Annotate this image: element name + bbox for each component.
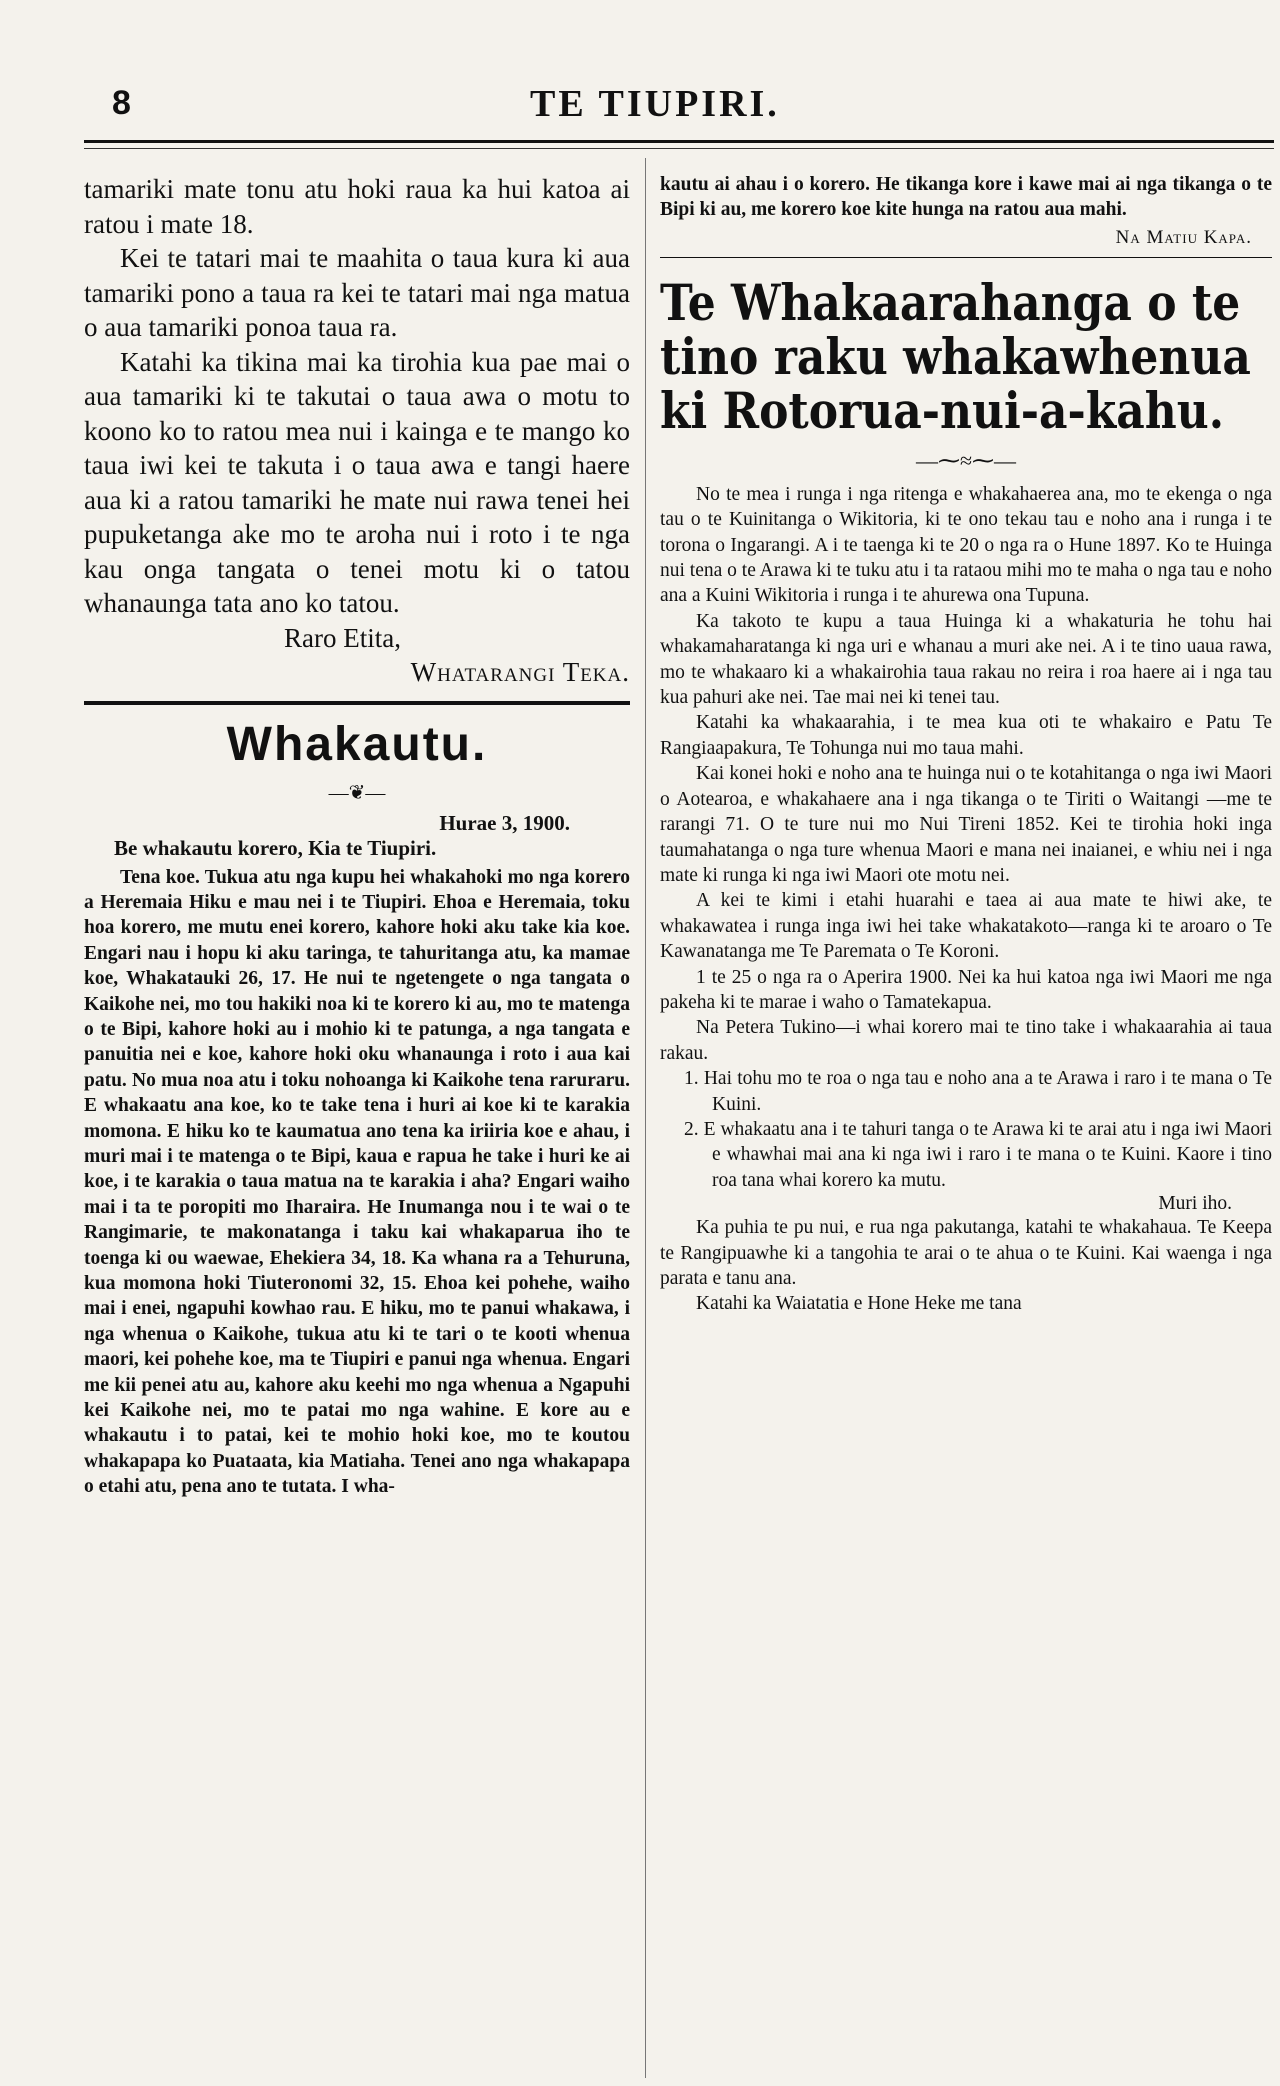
article-paragraph: Ka puhia te pu nui, e rua nga pakutanga, katahi te whakahaua. Te Keepa te Rangipuawhe ki a tangohia te arai o te ahua o te Kuini. Kai waenga i nga parata e tanu ana.: [660, 1217, 1272, 1289]
article-paragraph: A kei te kimi i etahi huarahi e taea ai aua mate te hiwi ake, te whakawatea i runga inga iwi hei take whakatakoto—ranga ki te aroaro o Te Kawanatanga me Te Paremata o Te Koroni.: [660, 890, 1272, 963]
reply-paragraph: Tena koe. Tukua atu nga kupu hei whakahoki mo nga korero a Heremaia Hiku e mau nei i te Tiupiri. Ehoa e Heremaia, toku hoa korero, me mutu enei korero, kahore hoki aku take kia koe. Engari nau i hopu ki aku taringa, te tahuritanga atu, ka mamae koe, Whakatauki 26, 17. He nui te ngetengete o nga tangata o Kaikohe nei, mo tou hakiki noa ki te korero ki au, mo te matenga o te Bipi, kahore hoki au i mohio ki te patunga, a nga tangata e panuitia nei e koe, kahore hoki oku whanaunga i roto i aua kai patu. No mua noa atu i toku nohoanga ki Kaikohe tena raruraru. E whakaatu ana koe, ko te take tena i huri ai koe ki te karakia momona. E hiku ko te kaumatua ano tena ka iriiria koe e ahau, i muri mai i te matenga o te Bipi, kaua e rapua he take i huri ke ai koe, i te karakia o taua matua na te karakia i aha? Engari waiho mai i ta te poropiti mo Iharaira. He Inumanga nou i te wai o te Rangimarie, te makonatanga i taku kai whakaparua iho te toenga ki ou waewae, Ehekiera 34, 18. Ka whana ra a Tehuruna, kua momona hoki Tiuteronomi 32, 15. Ehoa kei pohehe, waiho mai i enei, ngapuhi kowhao rau. E hiku, mo te panui whakawa, i nga whenua o Kaikohe, tukua atu ki te tari o te kooti whenua maori, kei pohehe koe, ma te Tiupiri e panui nga whenua. Engari me kii penei atu au, kahore aku keehi mo nga whenua a Ngapuhi kei Kaikohe nei, mo te patai mo nga wahine. E kore au e whakautu i to patai, kei te mohio hoki koe, mo te koutou whakapapa ko Puataata, kia Matiaha. Tenei ano nga whakapapa o etahi atu, pena ano te tutata. I wha-: [84, 866, 630, 1498]
letter-paragraph: tamariki mate tonu atu hoki raua ka hui katoa ai ratou i mate 18.: [84, 174, 630, 239]
list-end: Muri iho.: [1158, 1193, 1232, 1215]
article-list: [660, 1066, 1272, 1193]
reply-date: Hurae 3, 1900.: [439, 810, 570, 835]
letter-paragraph: Kei te tatari mai te maahita o taua kura ki aua tamariki pono a taua ra kei te tatari mai nga matua o aua tamariki ponoa taua ra.: [84, 243, 630, 342]
left-column: [84, 172, 630, 1500]
letter-closing: Raro Etita,: [284, 622, 401, 653]
letter-body: [84, 172, 630, 621]
list-item: 2. E whakaatu ana i te tahuri tanga o te Arawa ki te arai atu i nga iwi Maori e whawhai mai ana ki nga iwi i raro i te mana o te Kuini. Kaore i tino roa tana whai korero ka mutu.: [684, 1118, 1272, 1191]
article-title: Te Whakaarahanga o te tino raku whakawhenua ki Rotorua-nui-a-kahu.: [660, 272, 1251, 440]
ornament-divider: —⁓≈⁓—: [915, 447, 1017, 473]
letter-paragraph: Katahi ka tikina mai ka tirohia kua pae mai o aua tamariki ki te takutai o taua awa o motu to koono ko to ratou mea nui i kainga e te mango ko taua iwi kei te takuta i o taua awa e tangi haere aua ki a ratou tamariki he mate nui rawa tenei hei pupuketanga ake mo te aroha nui i roto i te nga kau onga tangata o tenei motu ki o tatou whanaunga tata ano ko tatou.: [84, 346, 630, 618]
section-rule: [84, 701, 630, 705]
column-divider: [645, 158, 646, 2078]
letter-signature: Whatarangi Teka.: [410, 656, 630, 687]
page-header: [0, 78, 1280, 128]
list-item: 1. Hai tohu mo te roa o nga tau e noho ana a te Arawa i raro i te mana o Te Kuini.: [684, 1068, 1272, 1115]
section-rule: [660, 257, 1272, 258]
intro-paragraph: kautu ai ahau i o korero. He tikanga kore i kawe mai ai nga tikanga o te Bipi ki au, me korero koe kite hunga na ratou aua mahi.: [660, 174, 1272, 221]
intro-body: [660, 172, 1272, 223]
section-title: Whakautu.: [226, 717, 488, 771]
masthead-title: TE TIUPIRI.: [530, 83, 780, 125]
article-paragraph: No te mea i runga i nga ritenga e whakahaerea ana, mo te ekenga o nga tau o te Kuinitanga o Wikitoria, ki te ono tekau tau e noho ana i runga i te torona o Ingarangi. A i te taenga ki te 20 o nga ra o Hune 1897. Ko te Huinga nui tena o te Arawa ki te tuku atu i ta rataou mihi mo te maha o nga tau e noho ana a Kuini Wikitoria i runga i te ahurewa ona Tupuna.: [660, 483, 1272, 607]
page-number: 8: [112, 84, 131, 122]
reply-body: [84, 865, 630, 1500]
article-paragraph: Katahi ka Waiatatia e Hone Heke me tana: [696, 1293, 1022, 1315]
article-paragraph: Na Petera Tukino—i whai korero mai te tino take i whakaarahia ai taua rakau.: [660, 1017, 1272, 1064]
reply-salutation: Be whakautu korero, Kia te Tiupiri.: [114, 835, 437, 860]
article-body: [660, 482, 1272, 1066]
right-column: [660, 172, 1272, 1317]
article-body-end: [660, 1215, 1272, 1317]
article-paragraph: Katahi ka whakaarahia, i te mea kua oti te whakairo e Patu Te Rangiaapakura, Te Tohunga nui mo taua mahi.: [660, 712, 1272, 759]
article-paragraph: Ka takoto te kupu a taua Huinga ki a whakaturia he tohu hai whakamaharatanga ki nga uri e whanau a muri ake nei. A i te tino uaua rawa, mo te whakaaro ki a whakairohia taua rakau no reira i roa haere ai i nga tau kua pahuri ake nei. Tae mai nei ki tenei tau.: [660, 610, 1272, 709]
ornament-divider: —❦—: [328, 781, 386, 804]
article-paragraph: Kai konei hoki e noho ana te huinga nui o te kotahitanga o nga iwi Maori o Aotearoa, e whakahaere ana i nga tikanga o te Tiriti o Waitangi —me te rarangi 71. O te ture nui mo Nui Tireni 1852. Kei te tirohia hoki inga taumahatanga o nga ture whenua Maori e mana nei inaianei, e whiu nei i nga mate ki runga ki nga iwi Maori ote motu nei.: [660, 763, 1272, 886]
header-rule: [84, 140, 1274, 143]
article-paragraph: 1 te 25 o nga ra o Aperira 1900. Nei ka hui katoa nga iwi Maori me nga pakeha ki te marae i waho o Tamatekapua.: [660, 966, 1272, 1013]
intro-signature: Na Matiu Kapa.: [1115, 226, 1252, 248]
header-rule-thin: [84, 148, 1274, 149]
